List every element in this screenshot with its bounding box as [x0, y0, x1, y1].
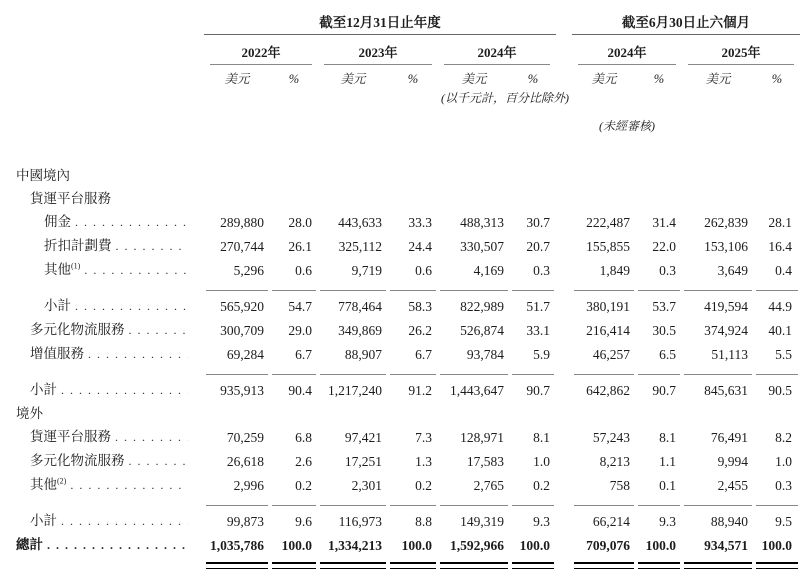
table-row-data: [0, 210, 800, 234]
row-label-text: 貨運平台服務: [30, 191, 111, 206]
usd-value: 380,191: [586, 299, 630, 314]
percent-value: [270, 187, 318, 210]
group-gap: [556, 378, 572, 402]
percent-value: 9.3: [659, 514, 676, 529]
period-group-interim: 截至6月30日止六個月: [572, 4, 800, 35]
scale-note-row: [0, 89, 800, 112]
percent-header: %: [407, 72, 419, 86]
percent-value: 5.9: [533, 347, 550, 362]
usd-value: 778,464: [338, 299, 382, 314]
usd-value: 1,217,240: [328, 383, 382, 398]
usd-value: 300,709: [220, 323, 264, 338]
usd-value: 2,301: [351, 478, 382, 493]
percent-value: 8.2: [775, 430, 792, 445]
usd-value: 88,907: [344, 347, 382, 362]
group-gap: [556, 342, 572, 366]
dot-leader: [115, 426, 188, 449]
usd-value: 99,873: [226, 514, 264, 529]
percent-value: [388, 164, 438, 187]
percent-value: [636, 187, 682, 210]
percent-value: [510, 187, 556, 210]
percent-value: 26.2: [408, 323, 432, 338]
percent-value: [636, 164, 682, 187]
usd-value: 488,313: [460, 215, 504, 230]
percent-value: 30.7: [526, 215, 550, 230]
table-row-data: [0, 234, 800, 258]
row-label-text: 總計: [16, 537, 43, 552]
revenue-breakdown-table: [0, 4, 800, 569]
usd-value: 758: [609, 478, 630, 493]
percent-value: 40.1: [768, 323, 792, 338]
year-header-row: [0, 35, 800, 66]
percent-value: 0.6: [415, 263, 432, 278]
percent-value: 58.3: [408, 299, 432, 314]
table-row-subtotal: [0, 378, 800, 402]
table-body: [0, 164, 800, 569]
usd-value: 128,971: [460, 430, 504, 445]
percent-value: 9.3: [533, 514, 550, 529]
usd-value: 153,106: [704, 239, 748, 254]
percent-value: 22.0: [652, 239, 676, 254]
percent-value: 90.4: [288, 383, 312, 398]
unaudited-note: (未經審核): [599, 119, 655, 133]
percent-value: 2.6: [295, 454, 312, 469]
percent-value: 28.0: [288, 215, 312, 230]
row-label: [0, 294, 204, 318]
percent-value: 100.0: [645, 538, 676, 553]
group-gap: [556, 4, 572, 35]
year-header-2023: 2023年: [318, 35, 438, 66]
row-label: [0, 509, 204, 533]
total-double-rule: [440, 562, 508, 569]
percent-value: 6.5: [659, 347, 676, 362]
percent-value: 0.2: [295, 478, 312, 493]
percent-value: 100.0: [401, 538, 432, 553]
year-header-2024-interim: 2024年: [572, 35, 682, 66]
usd-value: 845,631: [704, 383, 748, 398]
total-double-rule: [512, 562, 554, 569]
dot-leader: [116, 235, 189, 258]
row-label-text: 折扣計劃費: [44, 238, 112, 253]
usd-value: 70,259: [226, 430, 264, 445]
usd-value: [204, 402, 270, 425]
row-label-text: 小計: [44, 298, 71, 313]
percent-value: 1.1: [659, 454, 676, 469]
percent-value: 33.3: [408, 215, 432, 230]
row-label-text: 小計: [30, 513, 57, 528]
dot-leader: [75, 211, 188, 234]
row-label: [0, 449, 204, 473]
row-label-text: 佣金: [44, 214, 71, 229]
usd-value: 76,491: [710, 430, 748, 445]
scale-note: (以千元計，百分比除外): [441, 91, 569, 105]
dot-leader: [75, 295, 188, 318]
usd-value: 934,571: [704, 538, 748, 553]
year-header-2022: 2022年: [204, 35, 318, 66]
row-label-text: 貨運平台服務: [30, 429, 111, 444]
table-row-subtotal: [0, 509, 800, 533]
percent-value: 7.3: [415, 430, 432, 445]
percent-value: 5.5: [775, 347, 792, 362]
scale-note-cell: [438, 89, 572, 112]
usd-value: 935,913: [220, 383, 264, 398]
footnote-marker: (2): [57, 476, 67, 486]
percent-value: [510, 402, 556, 425]
row-label-text: 多元化物流服務: [30, 453, 125, 468]
dot-leader: [70, 474, 188, 497]
usd-value: 8,213: [599, 454, 630, 469]
percent-value: [270, 402, 318, 425]
usd-value: 565,920: [220, 299, 264, 314]
dot-leader: [61, 510, 188, 533]
usd-value: 88,940: [710, 514, 748, 529]
percent-value: 31.4: [652, 215, 676, 230]
usd-value: 642,862: [586, 383, 630, 398]
row-label-text: 增值服務: [30, 346, 84, 361]
percent-value: 6.8: [295, 430, 312, 445]
group-gap: [556, 294, 572, 318]
table-row-total: [0, 533, 800, 557]
subtotal-rule-row: [0, 366, 800, 378]
dot-leader: [129, 450, 189, 473]
usd-value: [204, 164, 270, 187]
percent-value: 20.7: [526, 239, 550, 254]
dot-leader: [129, 319, 189, 342]
total-double-rule: [756, 562, 798, 569]
usd-value: 155,855: [586, 239, 630, 254]
usd-value: 9,719: [351, 263, 382, 278]
currency-header: 美元: [705, 72, 731, 86]
usd-value: 325,112: [338, 239, 382, 254]
usd-value: [682, 187, 754, 210]
usd-value: 1,035,786: [210, 538, 264, 553]
usd-value: 262,839: [704, 215, 748, 230]
usd-value: [318, 402, 388, 425]
row-label-text: 多元化物流服務: [30, 322, 125, 337]
percent-value: [388, 402, 438, 425]
row-label: [0, 164, 204, 187]
percent-value: 0.3: [533, 263, 550, 278]
total-double-rule: [390, 562, 436, 569]
percent-value: 8.1: [659, 430, 676, 445]
row-label: [0, 258, 204, 282]
row-label-text: 中國境內: [16, 168, 70, 183]
usd-value: [572, 187, 636, 210]
dot-leader: [61, 379, 188, 402]
percent-value: [754, 402, 800, 425]
row-label-text: 其他$^{(1)}$: [44, 261, 81, 277]
percent-header: %: [653, 72, 665, 86]
usd-value: 17,251: [344, 454, 382, 469]
table-row-data: [0, 258, 800, 282]
usd-value: 26,618: [226, 454, 264, 469]
usd-value: 526,874: [460, 323, 504, 338]
percent-value: 100.0: [281, 538, 312, 553]
total-double-rule: [206, 562, 268, 569]
usd-value: 2,455: [717, 478, 748, 493]
percent-value: 90.7: [652, 383, 676, 398]
total-double-rule: [320, 562, 386, 569]
row-label: [0, 187, 204, 210]
usd-value: 2,765: [473, 478, 504, 493]
percent-value: 90.7: [526, 383, 550, 398]
percent-value: 26.1: [288, 239, 312, 254]
usd-value: [204, 187, 270, 210]
percent-header: %: [527, 72, 539, 86]
usd-value: [682, 164, 754, 187]
row-label: [0, 234, 204, 258]
percent-value: 44.9: [768, 299, 792, 314]
label-column-spacer: [0, 4, 204, 35]
percent-value: 0.2: [533, 478, 550, 493]
percent-value: 1.3: [415, 454, 432, 469]
percent-value: 0.2: [415, 478, 432, 493]
percent-value: 30.5: [652, 323, 676, 338]
group-gap: [556, 210, 572, 234]
unaudited-note-row: [0, 112, 800, 136]
percent-value: 29.0: [288, 323, 312, 338]
percent-value: 90.5: [768, 383, 792, 398]
row-label-text: 其他$^{(2)}$: [30, 476, 67, 492]
group-gap: [556, 187, 572, 210]
percent-value: 51.7: [526, 299, 550, 314]
usd-value: 149,319: [460, 514, 504, 529]
total-rule-row: [0, 557, 800, 569]
usd-value: 66,214: [592, 514, 630, 529]
usd-value: [572, 402, 636, 425]
usd-value: 9,994: [717, 454, 748, 469]
usd-value: 289,880: [220, 215, 264, 230]
dot-leader: [88, 343, 188, 366]
percent-value: 9.5: [775, 514, 792, 529]
row-label-text: 小計: [30, 382, 57, 397]
percent-value: 53.7: [652, 299, 676, 314]
usd-value: [438, 402, 510, 425]
row-label-text: 境外: [16, 406, 43, 421]
group-gap: [556, 473, 572, 497]
subtotal-rule-row: [0, 282, 800, 294]
percent-value: [270, 164, 318, 187]
usd-value: [438, 187, 510, 210]
group-gap: [556, 425, 572, 449]
usd-value: 93,784: [466, 347, 504, 362]
percent-header: %: [771, 72, 783, 86]
usd-value: 349,869: [338, 323, 382, 338]
year-header-2025-interim: 2025年: [682, 35, 800, 66]
group-gap: [556, 402, 572, 425]
group-gap: [556, 449, 572, 473]
percent-value: 1.0: [533, 454, 550, 469]
usd-value: [318, 187, 388, 210]
usd-value: 3,649: [717, 263, 748, 278]
row-label: [0, 402, 204, 425]
percent-value: 0.6: [295, 263, 312, 278]
table-row-section: [0, 187, 800, 210]
percent-value: 6.7: [295, 347, 312, 362]
total-double-rule: [272, 562, 316, 569]
currency-header: 美元: [591, 72, 617, 86]
year-header-2024: 2024年: [438, 35, 556, 66]
row-label: [0, 425, 204, 449]
usd-value: 1,849: [599, 263, 630, 278]
period-group-annual: 截至12月31日止年度: [204, 4, 556, 35]
row-label: [0, 342, 204, 366]
percent-value: [636, 402, 682, 425]
currency-header: 美元: [224, 72, 250, 86]
usd-value: 1,592,966: [450, 538, 504, 553]
usd-value: 5,296: [233, 263, 264, 278]
table-header: [0, 4, 800, 164]
dot-leader: [84, 259, 188, 282]
group-gap: [556, 533, 572, 557]
row-label: [0, 533, 204, 557]
group-gap: [556, 509, 572, 533]
header-body-spacer: [0, 136, 800, 164]
usd-value: [572, 164, 636, 187]
percent-value: 24.4: [408, 239, 432, 254]
usd-value: 222,487: [586, 215, 630, 230]
usd-value: 4,169: [473, 263, 504, 278]
row-label: [0, 318, 204, 342]
group-gap: [556, 164, 572, 187]
row-label: [0, 210, 204, 234]
percent-value: 100.0: [761, 538, 792, 553]
usd-value: 57,243: [592, 430, 630, 445]
usd-value: 46,257: [592, 347, 630, 362]
percent-value: [754, 164, 800, 187]
usd-value: 216,414: [586, 323, 630, 338]
usd-value: 419,594: [704, 299, 748, 314]
group-gap: [556, 318, 572, 342]
percent-value: [510, 164, 556, 187]
table-row-data: [0, 449, 800, 473]
table-row-data: [0, 425, 800, 449]
period-group-row: [0, 4, 800, 35]
table-row-section: [0, 164, 800, 187]
usd-value: [318, 164, 388, 187]
usd-value: [438, 164, 510, 187]
usd-value: 709,076: [586, 538, 630, 553]
table-row-data: [0, 318, 800, 342]
usd-value: 116,973: [338, 514, 382, 529]
table-row-data: [0, 473, 800, 497]
percent-value: [754, 187, 800, 210]
percent-value: 0.3: [775, 478, 792, 493]
usd-value: 1,334,213: [328, 538, 382, 553]
table-row-data: [0, 342, 800, 366]
percent-header: %: [288, 72, 300, 86]
unaudited-note-cell: [572, 112, 682, 136]
usd-value: 822,989: [460, 299, 504, 314]
measure-header-row: [0, 65, 800, 89]
percent-value: 8.1: [533, 430, 550, 445]
group-gap: [556, 234, 572, 258]
total-double-rule: [574, 562, 634, 569]
percent-value: 9.6: [295, 514, 312, 529]
dot-leader: [47, 534, 188, 557]
usd-value: 1,443,647: [450, 383, 504, 398]
table-row-subtotal: [0, 294, 800, 318]
currency-header: 美元: [340, 72, 366, 86]
usd-value: 330,507: [460, 239, 504, 254]
usd-value: 443,633: [338, 215, 382, 230]
row-label: [0, 378, 204, 402]
percent-value: 6.7: [415, 347, 432, 362]
percent-value: 16.4: [768, 239, 792, 254]
percent-value: 54.7: [288, 299, 312, 314]
total-double-rule: [684, 562, 752, 569]
usd-value: 51,113: [711, 347, 748, 362]
percent-value: 0.3: [659, 263, 676, 278]
group-gap: [556, 258, 572, 282]
percent-value: 1.0: [775, 454, 792, 469]
total-double-rule: [638, 562, 680, 569]
percent-value: 28.1: [768, 215, 792, 230]
currency-header: 美元: [461, 72, 487, 86]
percent-value: 100.0: [519, 538, 550, 553]
usd-value: 97,421: [344, 430, 382, 445]
percent-value: 33.1: [526, 323, 550, 338]
usd-value: 374,924: [704, 323, 748, 338]
table-row-section: [0, 402, 800, 425]
percent-value: 91.2: [408, 383, 432, 398]
usd-value: 2,996: [233, 478, 264, 493]
percent-value: 8.8: [415, 514, 432, 529]
percent-value: 0.1: [659, 478, 676, 493]
usd-value: 17,583: [466, 454, 504, 469]
usd-value: 69,284: [226, 347, 264, 362]
footnote-marker: (1): [71, 261, 81, 271]
subtotal-rule-row: [0, 497, 800, 509]
usd-value: 270,744: [220, 239, 264, 254]
usd-value: [682, 402, 754, 425]
percent-value: [388, 187, 438, 210]
row-label: [0, 473, 204, 497]
percent-value: 0.4: [775, 263, 792, 278]
